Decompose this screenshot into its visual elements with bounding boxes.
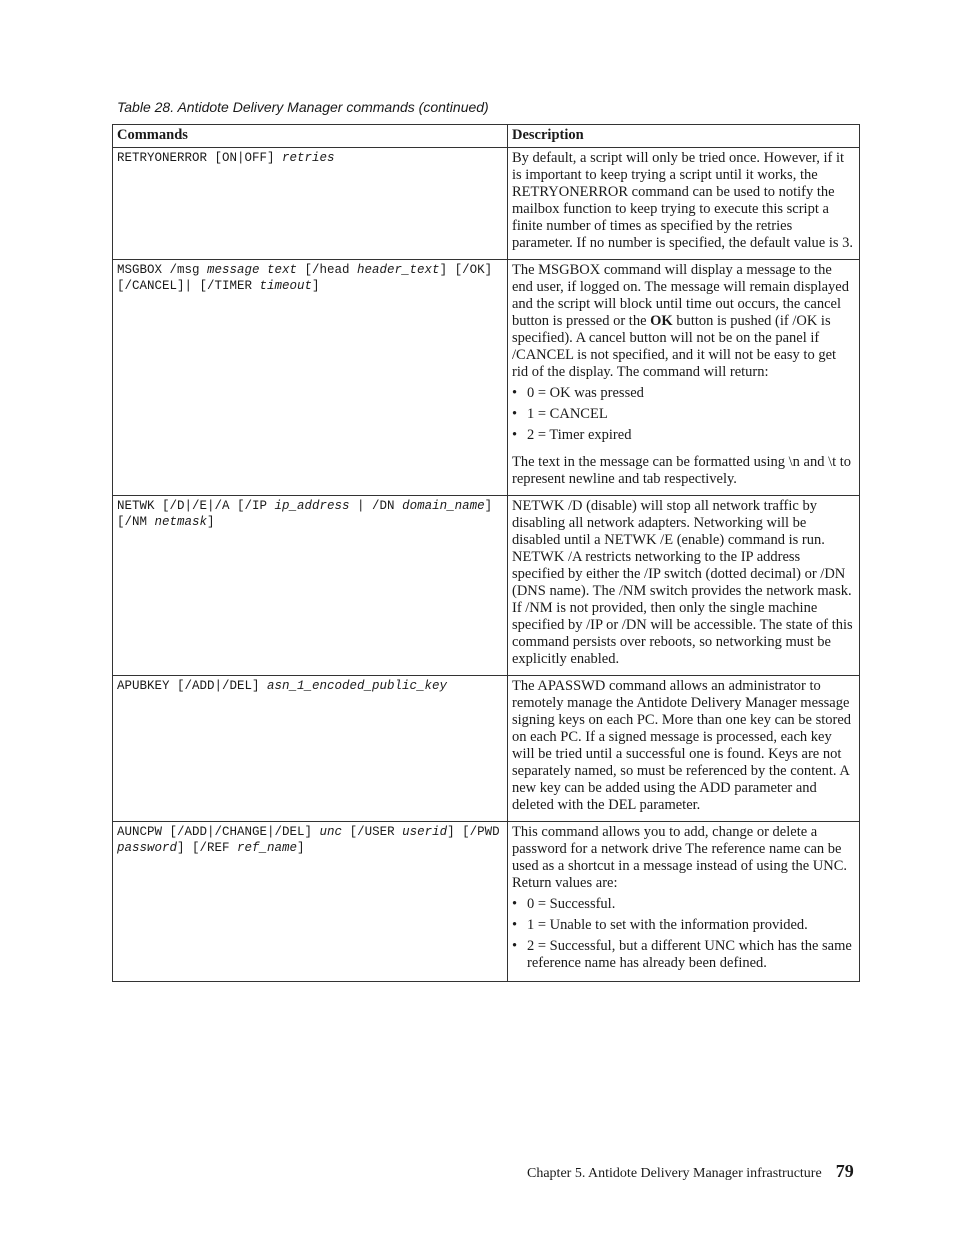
command-text: ] [/PWD bbox=[447, 825, 500, 839]
command-text: ] [/REF bbox=[177, 841, 238, 855]
bullet-item: • 0 = Successful. bbox=[512, 896, 855, 913]
command-syntax-cell bbox=[113, 676, 508, 822]
command-parameter: message text bbox=[207, 263, 298, 277]
description-text: button is pushed (if /OK is specified). A cancel button will not be on the panel if /CANCEL is not specified, and it will not be easy to get rid of the display. The command will return: bbox=[512, 313, 837, 380]
header-commands: Commands bbox=[113, 125, 508, 148]
bullet-list bbox=[512, 896, 855, 972]
bullet-item: • 1 = Unable to set with the information provided. bbox=[512, 917, 855, 934]
command-parameter: ref_name bbox=[237, 841, 298, 855]
command-syntax-cell bbox=[113, 822, 508, 982]
bullet-item: • 0 = OK was pressed bbox=[512, 385, 855, 402]
description-paragraph bbox=[512, 262, 855, 381]
command-text: RETRYONERROR [ON|OFF] bbox=[117, 151, 283, 165]
description-text: The MSGBOX command will display a message to the end user, if logged on. The message will remain displayed and the script will block until time out occurs, the cancel button is pressed or the bbox=[512, 262, 849, 329]
description-emphasis: OK bbox=[650, 313, 673, 329]
command-parameter: unc bbox=[319, 825, 343, 839]
command-text: ] bbox=[297, 841, 305, 855]
bullet-list bbox=[512, 385, 855, 444]
table-row bbox=[113, 148, 860, 260]
page-number: 79 bbox=[835, 1161, 854, 1181]
header-description: Description bbox=[508, 125, 860, 148]
command-text: ] bbox=[207, 515, 215, 529]
command-text: [/USER bbox=[342, 825, 403, 839]
description-cell bbox=[508, 260, 860, 496]
table-row bbox=[113, 260, 860, 496]
command-parameter: netmask bbox=[154, 515, 208, 529]
page-footer bbox=[527, 1161, 854, 1182]
table-caption: Table 28. Antidote Delivery Manager commands (continued) bbox=[117, 99, 489, 115]
description-paragraph: By default, a script will only be tried once. However, if it is important to keep trying a script until it works, the RETRYONERROR command can be used to notify the mailbox function to keep trying to execute this script a finite number of times as specified by the retries parameter. If no number is specified, the default value is 3. bbox=[512, 150, 854, 251]
description-paragraph: NETWK /D (disable) will stop all network traffic by disabling all network adapters. Networking will be disabled until a NETWK /E (enable) command is run. NETWK /A restricts networking to the IP address specified by either the /IP switch (dotted decimal) or /DN (DNS name). The /NM switch provides the network mask. If /NM is not provided, then only the single machine specified by /IP or /DN will be accessible. The state of this command persists over reboots, so networking must be explicitly enabled. bbox=[512, 498, 853, 667]
command-syntax-cell bbox=[113, 260, 508, 496]
description-cell bbox=[508, 676, 860, 822]
command-text: ] [/NM bbox=[117, 499, 493, 529]
command-parameter: asn_1_encoded_public_key bbox=[267, 679, 448, 693]
command-parameter: password bbox=[117, 841, 178, 855]
command-syntax-cell bbox=[113, 148, 508, 260]
command-parameter: ip_address bbox=[274, 499, 350, 513]
description-cell bbox=[508, 822, 860, 982]
command-text: NETWK [/D|/E|/A [/IP bbox=[117, 499, 275, 513]
table-row bbox=[113, 676, 860, 822]
command-text: APUBKEY [/ADD|/DEL] bbox=[117, 679, 268, 693]
table-row bbox=[113, 822, 860, 982]
command-text: AUNCPW [/ADD|/CHANGE|/DEL] bbox=[117, 825, 320, 839]
command-text: ] bbox=[312, 279, 320, 293]
command-parameter: userid bbox=[402, 825, 448, 839]
commands-table bbox=[112, 124, 860, 982]
command-parameter: retries bbox=[282, 151, 335, 165]
command-text: ] [/OK] [/CANCEL]| [/TIMER bbox=[117, 263, 493, 293]
description-note: The text in the message can be formatted using \n and \t to represent newline and tab respectively. bbox=[512, 454, 852, 487]
bullet-item: • 2 = Successful, but a different UNC which has the same reference name has already been defined. bbox=[512, 938, 855, 972]
command-text: | /DN bbox=[349, 499, 403, 513]
description-cell bbox=[508, 148, 860, 260]
command-parameter: header_text bbox=[357, 263, 440, 277]
command-parameter: domain_name bbox=[402, 499, 485, 513]
command-text: MSGBOX /msg bbox=[117, 263, 208, 277]
command-parameter: timeout bbox=[259, 279, 313, 293]
command-text: [/head bbox=[297, 263, 358, 277]
bullet-item: • 2 = Timer expired bbox=[512, 427, 855, 444]
description-cell bbox=[508, 496, 860, 676]
command-syntax-cell bbox=[113, 496, 508, 676]
table-row bbox=[113, 496, 860, 676]
bullet-item: • 1 = CANCEL bbox=[512, 406, 855, 423]
description-paragraph: The APASSWD command allows an administrator to remotely manage the Antidote Delivery Manager message signing keys on each PC. More than one key can be stored on each PC. If a signed message is processed, each key will be tried until a successful one is found. Keys are not separately named, so must be referenced by the content. A new key can be added using the ADD parameter and deleted with the DEL parameter. bbox=[512, 678, 852, 813]
table-header-row bbox=[113, 125, 860, 148]
description-paragraph: This command allows you to add, change or delete a password for a network drive The reference name can be used as a shortcut in a message instead of using the UNC. Return values are: bbox=[512, 824, 848, 891]
footer-chapter-title: Chapter 5. Antidote Delivery Manager infrastructure bbox=[527, 1166, 822, 1181]
